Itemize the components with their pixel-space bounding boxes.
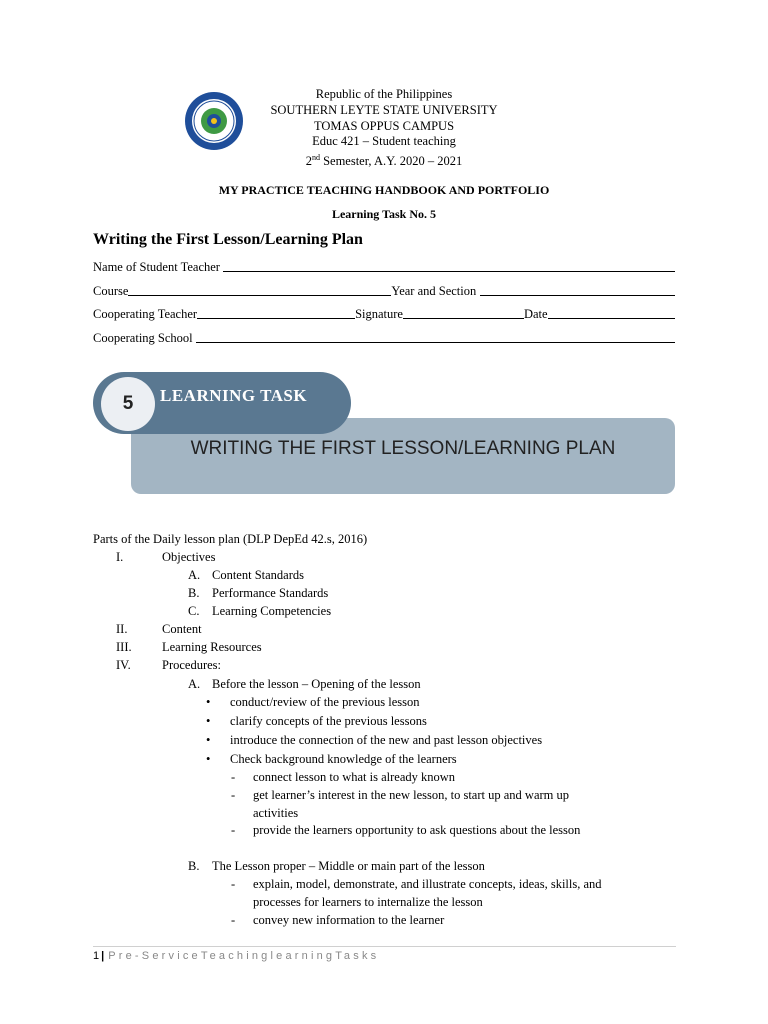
field-course[interactable] bbox=[128, 295, 391, 296]
bullet-item: clarify concepts of the previous lessons bbox=[230, 714, 427, 728]
field-student-teacher[interactable] bbox=[223, 271, 675, 272]
bullet-icon: • bbox=[206, 752, 211, 766]
outline-learning-resources: Learning Resources bbox=[162, 640, 262, 654]
bullet-icon: • bbox=[206, 714, 211, 728]
outline-num-3: III. bbox=[116, 640, 132, 654]
footer-separator: | bbox=[101, 950, 105, 962]
dash-item: provide the learners opportunity to ask questions about the lesson bbox=[253, 823, 581, 837]
bullet-item: Check background knowledge of the learners bbox=[230, 752, 457, 766]
bullet-icon: • bbox=[206, 695, 211, 709]
outline-procedures: Procedures: bbox=[162, 658, 222, 672]
task-number-badge: 5 bbox=[101, 377, 155, 431]
field-signature[interactable] bbox=[403, 318, 524, 319]
page-footer bbox=[93, 950, 379, 962]
dash-item-continued: activities bbox=[253, 806, 299, 820]
form-row-cooperating bbox=[93, 306, 675, 322]
form-row-school bbox=[93, 330, 675, 346]
semester-number: 2 bbox=[305, 154, 312, 169]
bullet-item: introduce the connection of the new and past lesson objectives bbox=[230, 733, 543, 747]
header-republic: Republic of the Philippines bbox=[315, 87, 453, 101]
label-cooperating-teacher: Cooperating Teacher bbox=[93, 307, 198, 321]
page-heading: Writing the First Lesson/Learning Plan bbox=[93, 231, 363, 248]
outline-num-2: II. bbox=[116, 622, 128, 636]
dash-item-continued: processes for learners to internalize the lesson bbox=[253, 895, 483, 909]
outline-learning-competencies: Learning Competencies bbox=[212, 604, 332, 618]
label-cooperating-school: Cooperating School bbox=[93, 331, 193, 345]
handbook-title: MY PRACTICE TEACHING HANDBOOK AND PORTFOLIO bbox=[218, 183, 550, 197]
field-cooperating-teacher[interactable] bbox=[197, 318, 355, 319]
field-date[interactable] bbox=[548, 318, 675, 319]
dash-item: connect lesson to what is already known bbox=[253, 770, 456, 784]
page-number: 1 bbox=[93, 950, 100, 962]
procedure-lesson-proper: The Lesson proper – Middle or main part of the lesson bbox=[212, 859, 485, 873]
label-course: Course bbox=[93, 284, 129, 298]
header-semester bbox=[0, 150, 768, 170]
footer-text: Pre-ServiceTeachinglearningTasks bbox=[108, 950, 380, 962]
dash-icon: - bbox=[231, 788, 236, 802]
semester-suffix: nd bbox=[311, 153, 320, 162]
dash-item: convey new information to the learner bbox=[253, 913, 445, 927]
label-student-teacher: Name of Student Teacher bbox=[93, 260, 220, 274]
dash-icon: - bbox=[231, 770, 236, 784]
outline-sub-a: A. bbox=[188, 568, 201, 582]
procedure-sub-b: B. bbox=[188, 859, 200, 873]
outline-num-4: IV. bbox=[116, 658, 131, 672]
bullet-item: conduct/review of the previous lesson bbox=[230, 695, 420, 709]
header-university: SOUTHERN LEYTE STATE UNIVERSITY bbox=[270, 103, 498, 117]
label-date: Date bbox=[523, 307, 548, 321]
label-signature: Signature bbox=[355, 307, 403, 321]
field-year-section[interactable] bbox=[480, 295, 675, 296]
banner-title: WRITING THE FIRST LESSON/LEARNING PLAN bbox=[190, 438, 616, 459]
header-campus: TOMAS OPPUS CAMPUS bbox=[313, 119, 455, 133]
outline-content-standards: Content Standards bbox=[212, 568, 305, 582]
dlp-intro: Parts of the Daily lesson plan (DLP DepEd 42.s, 2016) bbox=[93, 532, 368, 546]
semester-text: Semester, A.Y. 2020 – 2021 bbox=[319, 154, 463, 169]
header-course: Educ 421 – Student teaching bbox=[312, 134, 456, 148]
label-year-section: Year and Section bbox=[391, 284, 477, 298]
outline-num-1: I. bbox=[116, 550, 124, 564]
outline-content: Content bbox=[162, 622, 202, 636]
form-row-student bbox=[93, 259, 675, 275]
outline-objectives: Objectives bbox=[162, 550, 216, 564]
field-cooperating-school[interactable] bbox=[196, 342, 675, 343]
outline-performance-standards: Performance Standards bbox=[212, 586, 329, 600]
dash-icon: - bbox=[231, 913, 236, 927]
dash-icon: - bbox=[231, 877, 236, 891]
task-number: Learning Task No. 5 bbox=[331, 207, 437, 221]
outline-sub-b: B. bbox=[188, 586, 200, 600]
procedure-sub-a: A. bbox=[188, 677, 201, 691]
form-row-course bbox=[93, 283, 675, 299]
footer-divider bbox=[93, 946, 676, 947]
outline-sub-c: C. bbox=[188, 604, 200, 618]
dash-item: explain, model, demonstrate, and illustrate concepts, ideas, skills, and bbox=[253, 877, 602, 891]
dash-item: get learner’s interest in the new lesson, to start up and warm up bbox=[253, 788, 570, 802]
learning-task-label: LEARNING TASK bbox=[160, 386, 308, 405]
dash-icon: - bbox=[231, 823, 236, 837]
procedure-before-lesson: Before the lesson – Opening of the lesson bbox=[212, 677, 421, 691]
bullet-icon: • bbox=[206, 733, 211, 747]
